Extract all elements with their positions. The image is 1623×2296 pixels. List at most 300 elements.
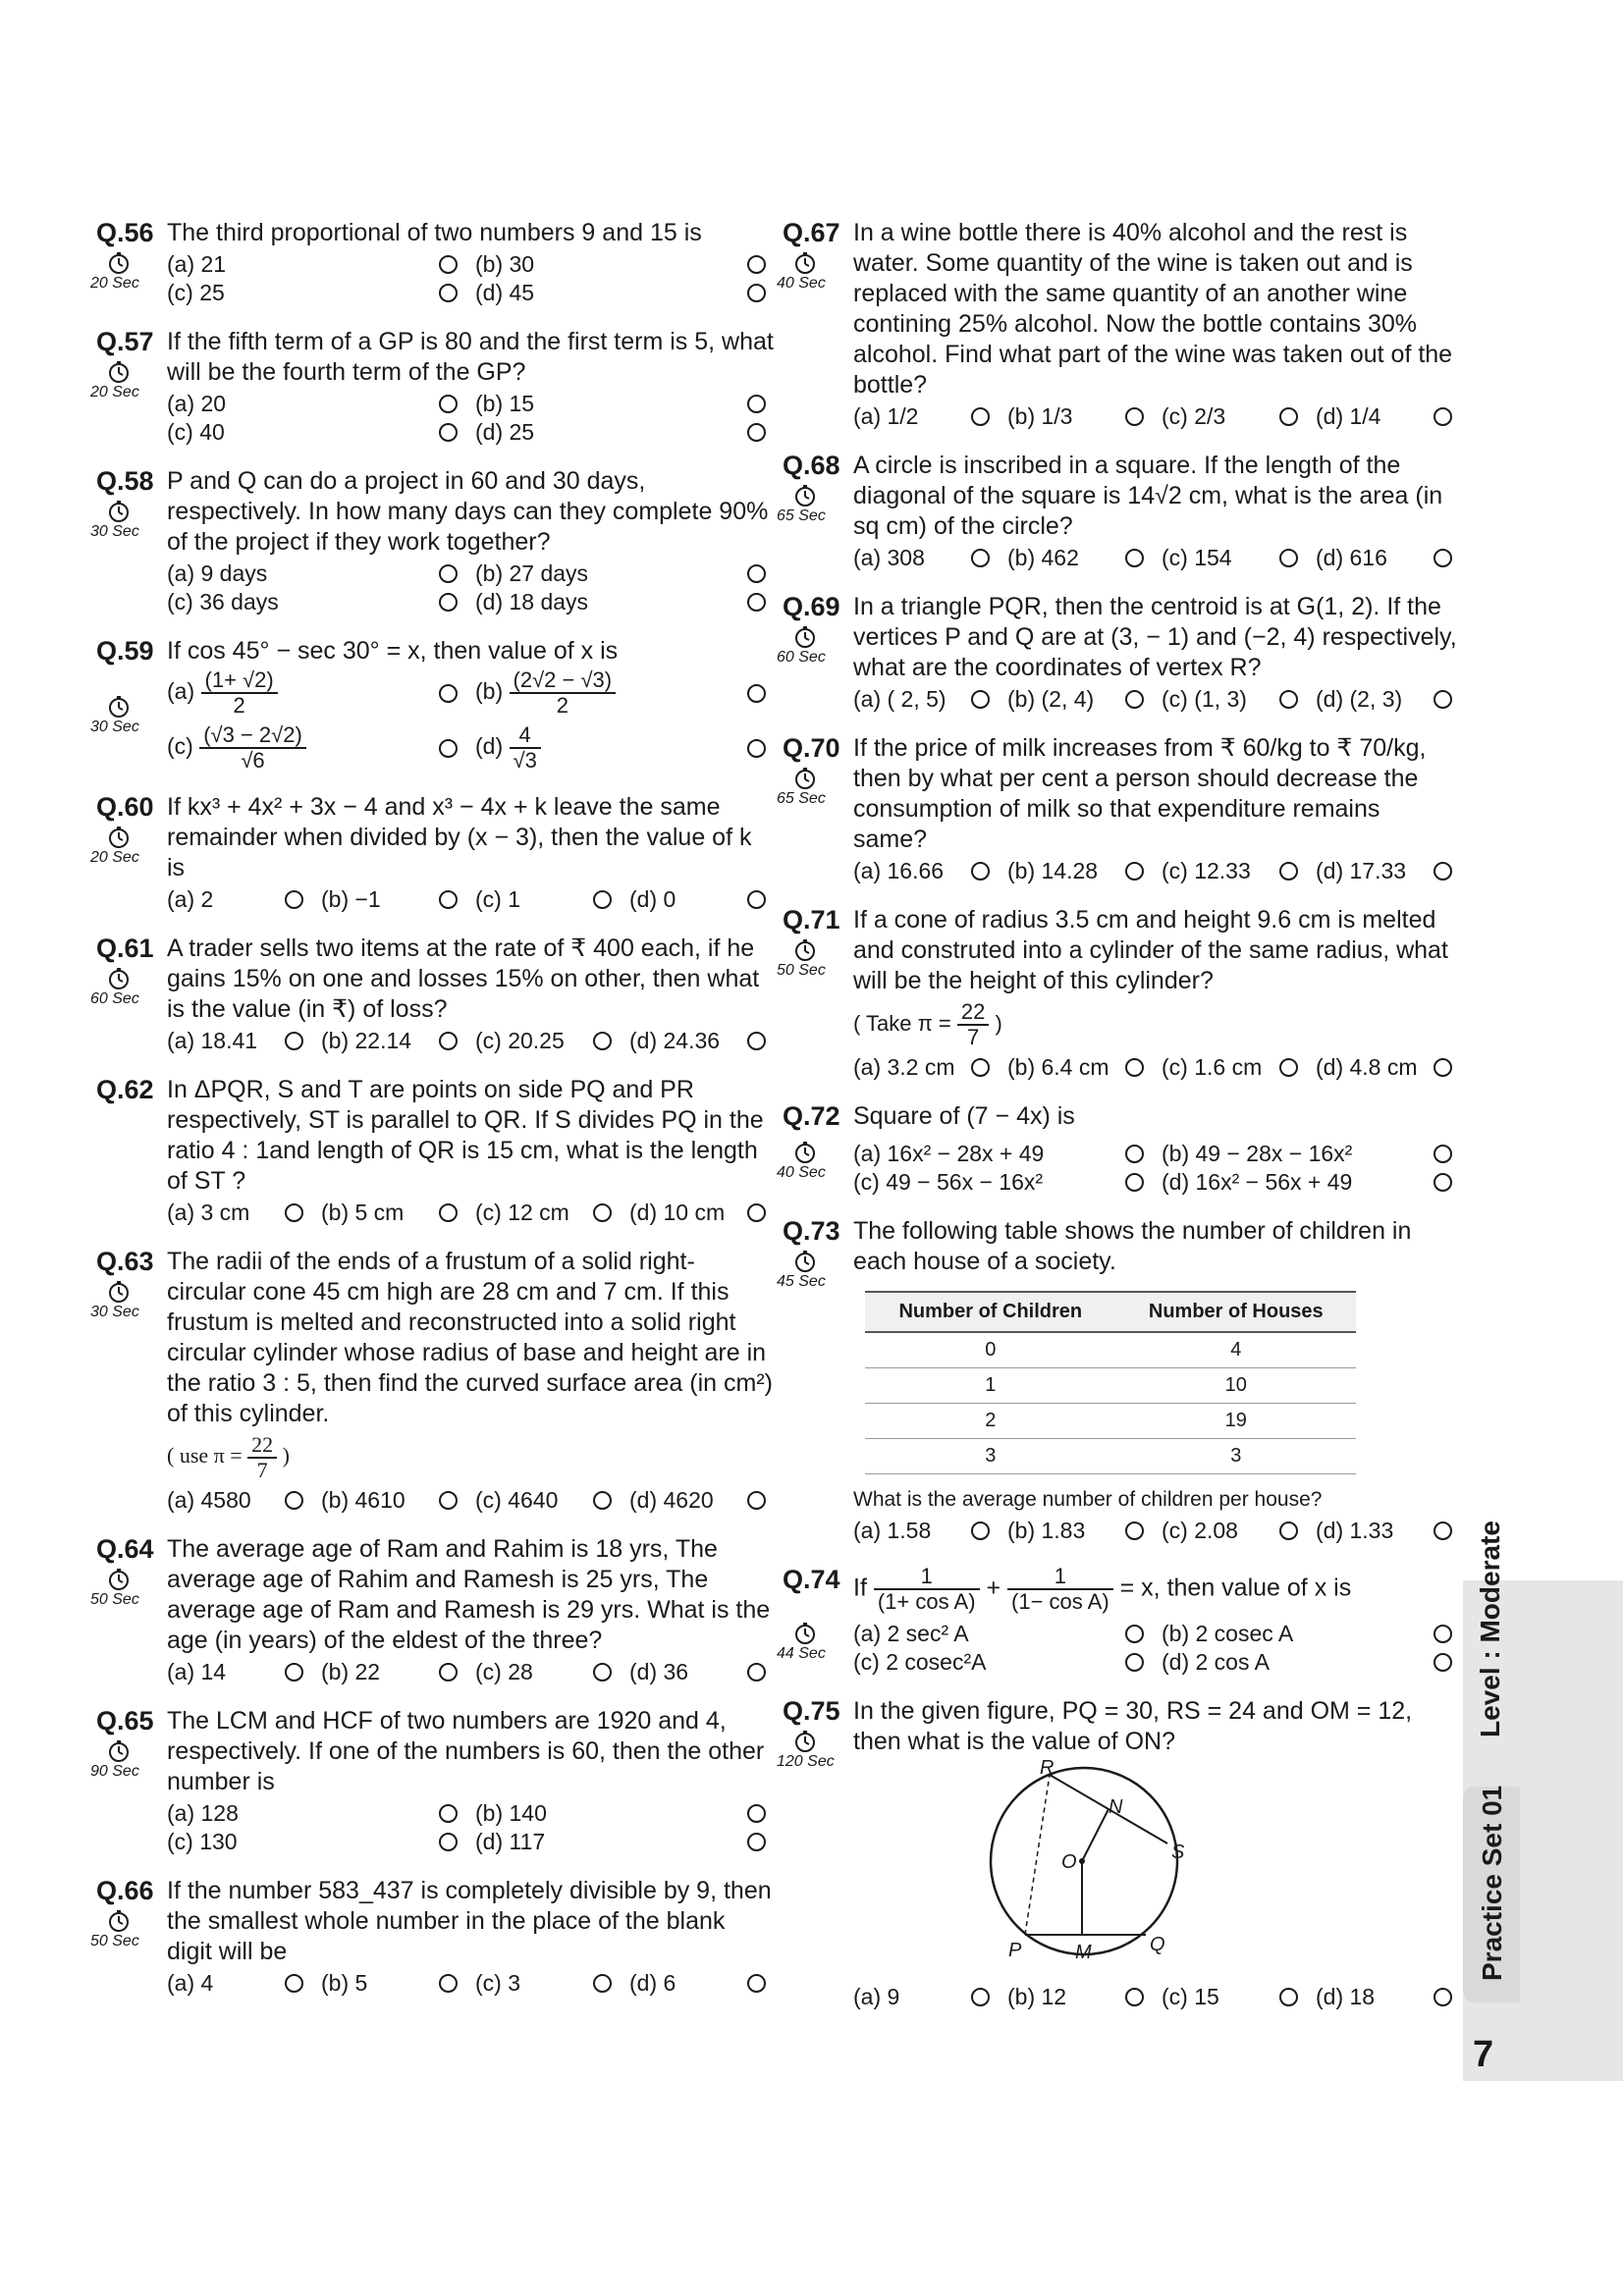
option-a[interactable]: (a) 4 xyxy=(167,1969,311,1998)
timer xyxy=(90,360,139,401)
radio-button[interactable] xyxy=(439,1804,458,1823)
option-b[interactable]: (b) 5 xyxy=(321,1969,465,1998)
option-d[interactable]: (d) 4.8 cm xyxy=(1316,1053,1460,1082)
question-text: The third proportional of two numbers 9 and 15 is xyxy=(167,219,702,246)
option-d[interactable]: (d) 6 xyxy=(629,1969,774,1998)
radio-button[interactable] xyxy=(747,593,766,612)
radio-button[interactable] xyxy=(439,1833,458,1851)
option-d[interactable]: (d) 16x² − 56x + 49 xyxy=(1162,1168,1460,1197)
radio-button[interactable] xyxy=(1125,549,1144,567)
option-b[interactable]: (b) 462 xyxy=(1007,544,1152,572)
radio-button[interactable] xyxy=(747,1974,766,1993)
option-c[interactable]: (c) 20.25 xyxy=(475,1027,620,1055)
option-d[interactable]: (d) (2, 3) xyxy=(1316,685,1460,714)
options xyxy=(853,1517,1460,1545)
option-c[interactable]: (c) $\frac{(√3 - 2√2)}{√6}$ xyxy=(167,723,465,773)
option-c[interactable]: (c) 28 xyxy=(475,1658,620,1686)
option-a[interactable]: (a) 16x² − 28x + 49 xyxy=(853,1140,1152,1168)
radio-button[interactable] xyxy=(593,1491,612,1510)
timer xyxy=(777,1730,835,1771)
time-label: 20 Sec xyxy=(90,384,139,400)
radio-button[interactable] xyxy=(747,1032,766,1050)
radio-button[interactable] xyxy=(747,564,766,583)
fraction: $\frac{(2√2 - √3)}{2}$ xyxy=(510,668,617,718)
option-c[interactable]: (c) 1.6 cm xyxy=(1162,1053,1306,1082)
time-label: 40 Sec xyxy=(777,275,826,292)
radio-button[interactable] xyxy=(1434,1145,1452,1163)
option-b[interactable]: (b) 5 cm xyxy=(321,1199,465,1227)
option-c[interactable]: (c) (1, 3) xyxy=(1162,685,1306,714)
question-63 xyxy=(90,1247,774,1515)
option-a[interactable]: (a) 1.58 xyxy=(853,1517,998,1545)
option-d[interactable]: (d) 1.33 xyxy=(1316,1517,1460,1545)
timer xyxy=(777,625,826,667)
option-b[interactable]: (b) 12 xyxy=(1007,1983,1152,2011)
question-text: A trader sells two items at the rate of ₹ 400 each, if he gains 15% on one and losses 15% on other, then what is the value (in ₹) of loss? xyxy=(167,934,760,1023)
radio-button[interactable] xyxy=(747,423,766,442)
radio-button[interactable] xyxy=(439,564,458,583)
question-number: Q.63 xyxy=(96,1247,154,1276)
option-a[interactable]: (a) 308 xyxy=(853,544,998,572)
stopwatch-icon xyxy=(793,251,817,275)
option-c[interactable]: (c) 40 xyxy=(167,418,465,447)
question-65 xyxy=(90,1706,774,1856)
fraction: $\frac{4}{√3}$ xyxy=(510,723,541,773)
time-label: 20 Sec xyxy=(90,275,139,292)
time-label: 44 Sec xyxy=(777,1645,826,1662)
timer xyxy=(777,251,826,293)
table-row: 2 19 xyxy=(865,1404,1356,1439)
radio-button[interactable] xyxy=(285,1974,303,1993)
option-c[interactable]: (c) 12 cm xyxy=(475,1199,620,1227)
radio-button[interactable] xyxy=(1434,1058,1452,1077)
question-number: Q.71 xyxy=(783,905,840,934)
radio-button[interactable] xyxy=(1279,1058,1298,1077)
time-label: 60 Sec xyxy=(90,990,139,1007)
option-a[interactable]: (a) 21 xyxy=(167,250,465,279)
question-number: Q.58 xyxy=(96,466,154,496)
option-a[interactable]: (a) 2 xyxy=(167,885,311,914)
question-text: The following table shows the number of children in each house of a society. xyxy=(853,1217,1412,1275)
radio-button[interactable] xyxy=(1125,1058,1144,1077)
options xyxy=(853,857,1460,885)
options xyxy=(853,1140,1460,1197)
radio-button[interactable] xyxy=(439,1203,458,1222)
option-c[interactable]: (c) 1 xyxy=(475,885,620,914)
question-number: Q.59 xyxy=(96,636,154,666)
question-text: In the given figure, PQ = 30, RS = 24 and OM = 12, then what is the value of ON? xyxy=(853,1697,1413,1755)
radio-button[interactable] xyxy=(439,739,458,758)
question-number: Q.61 xyxy=(96,934,154,963)
question-text: P and Q can do a project in 60 and 30 days, respectively. In how many days can they complete 90% of the project if they work together? xyxy=(167,467,769,556)
option-c[interactable]: (c) 2/3 xyxy=(1162,402,1306,431)
options xyxy=(167,1969,774,1998)
time-label: 45 Sec xyxy=(777,1273,826,1290)
option-a[interactable]: (a) 14 xyxy=(167,1658,311,1686)
option-b[interactable]: (b) 22.14 xyxy=(321,1027,465,1055)
timer xyxy=(90,500,139,541)
radio-button[interactable] xyxy=(1125,407,1144,426)
radio-button[interactable] xyxy=(971,1058,990,1077)
radio-button[interactable] xyxy=(1125,1522,1144,1540)
option-a[interactable]: (a) 128 xyxy=(167,1799,465,1828)
question-number: Q.67 xyxy=(783,218,840,247)
radio-button[interactable] xyxy=(1434,1173,1452,1192)
stopwatch-icon xyxy=(793,625,817,649)
option-c[interactable]: (c) 49 − 56x − 16x² xyxy=(853,1168,1152,1197)
table-header-row xyxy=(865,1292,1356,1332)
options xyxy=(167,250,774,307)
stopwatch-icon xyxy=(793,1730,817,1753)
question-text: In ΔPQR, S and T are points on side PQ and PR respectively, ST is parallel to QR. If S divides PQ in the ratio 4 : 1and length of QR is 15 cm, what is the length of ST ? xyxy=(167,1076,764,1195)
radio-button[interactable] xyxy=(1279,1522,1298,1540)
radio-button[interactable] xyxy=(971,1522,990,1540)
radio-button[interactable] xyxy=(439,255,458,274)
options xyxy=(167,668,774,773)
question-number: Q.75 xyxy=(783,1696,840,1726)
option-a[interactable]: (a) 1/2 xyxy=(853,402,998,431)
radio-button[interactable] xyxy=(1279,690,1298,709)
time-label: 90 Sec xyxy=(90,1763,139,1780)
stopwatch-icon xyxy=(793,484,817,507)
question-64 xyxy=(90,1534,774,1686)
time-label: 50 Sec xyxy=(90,1933,139,1949)
timer xyxy=(90,1280,139,1321)
timer xyxy=(777,1622,826,1663)
question-66 xyxy=(90,1876,774,1998)
radio-button[interactable] xyxy=(1125,862,1144,881)
option-a[interactable]: (a) 16.66 xyxy=(853,857,998,885)
radio-button[interactable] xyxy=(593,1032,612,1050)
option-d[interactable]: (d) 10 cm xyxy=(629,1199,774,1227)
option-a[interactable]: (a) 9 days xyxy=(167,560,465,588)
option-d[interactable]: (d) 45 xyxy=(475,279,774,307)
option-b[interactable]: (b) 49 − 28x − 16x² xyxy=(1162,1140,1460,1168)
timer xyxy=(777,1250,826,1291)
option-b[interactable]: (b) 140 xyxy=(475,1799,774,1828)
table-row: 1 10 xyxy=(865,1368,1356,1404)
options xyxy=(853,544,1460,572)
question-text: In a wine bottle there is 40% alcohol and the rest is water. Some quantity of the wine is taken out and is replaced with the same quantity of an another wine contining 25% alcohol. Now the bottle contains 30% alcohol. Find what part of the wine was taken out of the bottle? xyxy=(853,219,1453,399)
option-c[interactable]: (c) 15 xyxy=(1162,1983,1306,2011)
option-c[interactable]: (c) 25 xyxy=(167,279,465,307)
column-header: Number of Children xyxy=(865,1292,1116,1332)
stopwatch-icon xyxy=(793,767,817,790)
radio-button[interactable] xyxy=(1434,407,1452,426)
radio-button[interactable] xyxy=(1434,862,1452,881)
question-number: Q.73 xyxy=(783,1216,840,1246)
stopwatch-icon xyxy=(107,360,131,384)
option-b[interactable]: (b) 1/3 xyxy=(1007,402,1152,431)
options xyxy=(167,390,774,447)
option-d[interactable]: (d) 4620 xyxy=(629,1486,774,1515)
radio-button[interactable] xyxy=(971,862,990,881)
option-b[interactable]: (b) −1 xyxy=(321,885,465,914)
option-c[interactable]: (c) 3 xyxy=(475,1969,620,1998)
question-61 xyxy=(90,934,774,1055)
question-74 xyxy=(777,1564,1460,1677)
timer xyxy=(90,826,139,867)
option-b[interactable]: (b) 2 cosec A xyxy=(1162,1620,1460,1648)
radio-button[interactable] xyxy=(285,1663,303,1682)
left-column xyxy=(90,218,774,2017)
radio-button[interactable] xyxy=(439,1032,458,1050)
radio-button[interactable] xyxy=(1434,690,1452,709)
option-a[interactable]: (a) 9 xyxy=(853,1983,998,2011)
timer xyxy=(90,695,139,736)
question-number: Q.66 xyxy=(96,1876,154,1905)
timer xyxy=(777,484,826,525)
timer xyxy=(90,967,139,1008)
question-text: The average age of Ram and Rahim is 18 yrs, The average age of Rahim and Ramesh is 25 yrs, The average age of Ram and Ramesh is 29 yrs. What is the age (in years) of the eldest of the three? xyxy=(167,1535,771,1654)
question-62 xyxy=(96,1075,774,1227)
options xyxy=(853,1053,1460,1082)
option-a[interactable]: (a) ( 2, 5) xyxy=(853,685,998,714)
radio-button[interactable] xyxy=(285,890,303,909)
radio-button[interactable] xyxy=(1434,549,1452,567)
radio-button[interactable] xyxy=(971,690,990,709)
option-a[interactable]: (a) 4580 xyxy=(167,1486,311,1515)
option-d[interactable]: (d) 18 days xyxy=(475,588,774,616)
stopwatch-icon xyxy=(107,1280,131,1304)
option-d[interactable]: (d) 1/4 xyxy=(1316,402,1460,431)
option-d[interactable]: (d) 616 xyxy=(1316,544,1460,572)
option-c[interactable]: (c) 2 cosec²A xyxy=(853,1648,1152,1677)
radio-button[interactable] xyxy=(285,1032,303,1050)
pi-hint: ( Take π = $\frac{22}{7}$ ) xyxy=(853,999,1002,1049)
question-number: Q.56 xyxy=(96,218,154,247)
question-68 xyxy=(777,451,1460,572)
question-number: Q.62 xyxy=(96,1075,154,1104)
radio-button[interactable] xyxy=(439,423,458,442)
radio-button[interactable] xyxy=(747,284,766,302)
stopwatch-icon xyxy=(107,695,131,719)
level-label: Level : Moderate xyxy=(1475,1521,1505,1737)
question-text: If kx³ + 4x² + 3x − 4 and x³ − 4x + k leave the same remainder when divided by (x − 3), then the value of k is xyxy=(167,793,752,881)
options xyxy=(167,1486,774,1515)
radio-button[interactable] xyxy=(439,890,458,909)
radio-button[interactable] xyxy=(439,284,458,302)
right-column xyxy=(777,218,1460,2031)
time-label: 50 Sec xyxy=(90,1591,139,1608)
option-c[interactable]: (c) 2.08 xyxy=(1162,1517,1306,1545)
radio-button[interactable] xyxy=(1434,1625,1452,1643)
question-text: A circle is inscribed in a square. If the length of the diagonal of the square is 14√2 cm, what is the area (in sq cm) of the circle? xyxy=(853,452,1443,540)
time-label: 65 Sec xyxy=(777,507,826,524)
option-b[interactable]: (b) 30 xyxy=(475,250,774,279)
radio-button[interactable] xyxy=(747,1491,766,1510)
question-text: If cos 45° − sec 30° = x, then value of x is xyxy=(167,637,619,665)
table-row: 0 4 xyxy=(865,1332,1356,1368)
radio-button[interactable] xyxy=(747,684,766,703)
question-number: Q.68 xyxy=(783,451,840,480)
stopwatch-icon xyxy=(107,500,131,523)
label-O: O xyxy=(1061,1851,1077,1873)
question-number: Q.57 xyxy=(96,327,154,356)
question-number: Q.72 xyxy=(783,1101,840,1131)
option-d[interactable]: (d) 0 xyxy=(629,885,774,914)
label-R: R xyxy=(1040,1757,1055,1779)
practice-set-label: Practice Set 01 xyxy=(1477,1785,1507,1981)
stopwatch-icon xyxy=(107,967,131,990)
radio-button[interactable] xyxy=(1279,407,1298,426)
timer xyxy=(90,251,139,293)
children-table xyxy=(865,1291,1356,1474)
question-59 xyxy=(90,636,774,773)
stopwatch-icon xyxy=(107,826,131,849)
option-b[interactable]: (b) 27 days xyxy=(475,560,774,588)
question-number: Q.60 xyxy=(96,792,154,822)
radio-button[interactable] xyxy=(439,395,458,413)
options xyxy=(853,685,1460,714)
question-text: The radii of the ends of a frustum of a solid right-circular cone 45 cm high are 28 cm and 7 cm. If this frustum is melted and reconstructed into a solid right circular cylinder whose radius of base and height are in the ratio 3 : 5, then find the curved surface area (in cm²) of this cylinder. xyxy=(167,1248,773,1427)
radio-button[interactable] xyxy=(1125,1173,1144,1192)
radio-button[interactable] xyxy=(1279,862,1298,881)
fraction: $\frac{1}{\text{(1− cos A)}}$ xyxy=(1007,1565,1113,1614)
time-label: 20 Sec xyxy=(90,849,139,866)
question-text: If the fifth term of a GP is 80 and the first term is 5, what will be the fourth term of the GP? xyxy=(167,328,774,386)
option-a[interactable]: (a) 3 cm xyxy=(167,1199,311,1227)
options xyxy=(167,885,774,914)
radio-button[interactable] xyxy=(593,1663,612,1682)
time-label: 30 Sec xyxy=(90,523,139,540)
radio-button[interactable] xyxy=(439,684,458,703)
radio-button[interactable] xyxy=(1279,1988,1298,2006)
question-75 xyxy=(777,1696,1460,2011)
stopwatch-icon xyxy=(107,1909,131,1933)
radio-button[interactable] xyxy=(1434,1988,1452,2006)
question-subtext: What is the average number of children per house? xyxy=(853,1488,1323,1511)
question-71 xyxy=(777,905,1460,1082)
stopwatch-icon xyxy=(793,1141,817,1164)
radio-button[interactable] xyxy=(593,1974,612,1993)
timer xyxy=(777,767,826,808)
radio-button[interactable] xyxy=(1125,1145,1144,1163)
time-label: 30 Sec xyxy=(90,719,139,735)
options xyxy=(853,402,1460,431)
stopwatch-icon xyxy=(107,1568,131,1591)
option-d[interactable]: (d) 18 xyxy=(1316,1983,1460,2011)
radio-button[interactable] xyxy=(1125,1625,1144,1643)
time-label: 60 Sec xyxy=(777,649,826,666)
question-56 xyxy=(90,218,774,307)
option-b[interactable]: (b) 6.4 cm xyxy=(1007,1053,1152,1082)
question-text: If the number 583_437 is completely divisible by 9, then the smallest whole number in the place of the blank digit will be xyxy=(167,1877,772,1965)
radio-button[interactable] xyxy=(439,1491,458,1510)
option-b[interactable]: (b) 22 xyxy=(321,1658,465,1686)
option-a[interactable]: (a) 2 sec² A xyxy=(853,1620,1152,1648)
column-header: Number of Houses xyxy=(1116,1292,1356,1332)
timer xyxy=(90,1739,139,1781)
question-67 xyxy=(777,218,1460,431)
option-c[interactable]: (c) 12.33 xyxy=(1162,857,1306,885)
radio-button[interactable] xyxy=(1125,1653,1144,1672)
option-d[interactable]: (d) 25 xyxy=(475,418,774,447)
options xyxy=(167,1199,774,1227)
option-c[interactable]: (c) 4640 xyxy=(475,1486,620,1515)
stopwatch-icon xyxy=(793,1622,817,1645)
fraction: $\frac{(√3 - 2√2)}{√6}$ xyxy=(199,723,306,773)
radio-button[interactable] xyxy=(747,1833,766,1851)
question-number: Q.64 xyxy=(96,1534,154,1564)
radio-button[interactable] xyxy=(439,1663,458,1682)
label-M: M xyxy=(1075,1942,1092,1963)
timer xyxy=(90,1909,139,1950)
time-label: 50 Sec xyxy=(777,962,826,979)
option-d[interactable]: (d) 24.36 xyxy=(629,1027,774,1055)
radio-button[interactable] xyxy=(1125,1988,1144,2006)
option-c[interactable]: (c) 130 xyxy=(167,1828,465,1856)
question-72 xyxy=(777,1101,1460,1197)
question-58 xyxy=(90,466,774,616)
option-b[interactable]: (b) (2, 4) xyxy=(1007,685,1152,714)
radio-button[interactable] xyxy=(1434,1522,1452,1540)
fraction: $\frac{(1+ √2)}{2}$ xyxy=(201,668,278,718)
option-a[interactable]: (a) 3.2 cm xyxy=(853,1053,998,1082)
radio-button[interactable] xyxy=(747,1804,766,1823)
radio-button[interactable] xyxy=(747,739,766,758)
radio-button[interactable] xyxy=(285,1203,303,1222)
radio-button[interactable] xyxy=(1125,690,1144,709)
radio-button[interactable] xyxy=(593,1203,612,1222)
option-b[interactable]: (b) $\frac{(2√2 - √3)}{2}$ xyxy=(475,668,774,718)
option-b[interactable]: (b) 4610 xyxy=(321,1486,465,1515)
question-text: If $\frac{1}{\text{(1+ cos A)}}$ + $\frac{1}{\text{(1− cos A)}}$ = x, then value of x is xyxy=(853,1564,1352,1614)
radio-button[interactable] xyxy=(285,1491,303,1510)
radio-button[interactable] xyxy=(747,1203,766,1222)
question-number: Q.69 xyxy=(783,592,840,621)
option-c[interactable]: (c) 36 days xyxy=(167,588,465,616)
option-b[interactable]: (b) 1.83 xyxy=(1007,1517,1152,1545)
option-d[interactable]: (d) 36 xyxy=(629,1658,774,1686)
stopwatch-icon xyxy=(107,251,131,275)
radio-button[interactable] xyxy=(747,255,766,274)
stopwatch-icon xyxy=(793,1250,817,1273)
radio-button[interactable] xyxy=(971,549,990,567)
fraction: $\frac{1}{\text{(1+ cos A)}}$ xyxy=(874,1565,980,1614)
timer xyxy=(777,938,826,980)
time-label: 40 Sec xyxy=(777,1164,826,1181)
circle-figure xyxy=(971,1757,1197,1979)
question-text: If the price of milk increases from ₹ 60/kg to ₹ 70/kg, then by what per cent a person should decrease the consumption of milk so that expenditure remains same? xyxy=(853,734,1427,853)
option-b[interactable]: (b) 14.28 xyxy=(1007,857,1152,885)
option-d[interactable]: (d) 17.33 xyxy=(1316,857,1460,885)
option-a[interactable]: (a) $\frac{(1+ √2)}{2}$ xyxy=(167,668,465,718)
option-a[interactable]: (a) 18.41 xyxy=(167,1027,311,1055)
time-label: 30 Sec xyxy=(90,1304,139,1320)
radio-button[interactable] xyxy=(971,1988,990,2006)
radio-button[interactable] xyxy=(971,407,990,426)
radio-button[interactable] xyxy=(439,1974,458,1993)
option-a[interactable]: (a) 20 xyxy=(167,390,465,418)
radio-button[interactable] xyxy=(593,890,612,909)
option-c[interactable]: (c) 154 xyxy=(1162,544,1306,572)
options xyxy=(167,1027,774,1055)
radio-button[interactable] xyxy=(439,593,458,612)
radio-button[interactable] xyxy=(1434,1653,1452,1672)
question-text: The LCM and HCF of two numbers are 1920 and 4, respectively. If one of the numbers is 60, then the other number is xyxy=(167,1707,765,1795)
radio-button[interactable] xyxy=(1279,549,1298,567)
option-d[interactable]: (d) $\frac{4}{√3}$ xyxy=(475,723,774,773)
radio-button[interactable] xyxy=(747,1663,766,1682)
radio-button[interactable] xyxy=(747,395,766,413)
options xyxy=(167,1799,774,1856)
option-b[interactable]: (b) 15 xyxy=(475,390,774,418)
option-d[interactable]: (d) 2 cos A xyxy=(1162,1648,1460,1677)
option-d[interactable]: (d) 117 xyxy=(475,1828,774,1856)
options xyxy=(853,1620,1460,1677)
radio-button[interactable] xyxy=(747,890,766,909)
